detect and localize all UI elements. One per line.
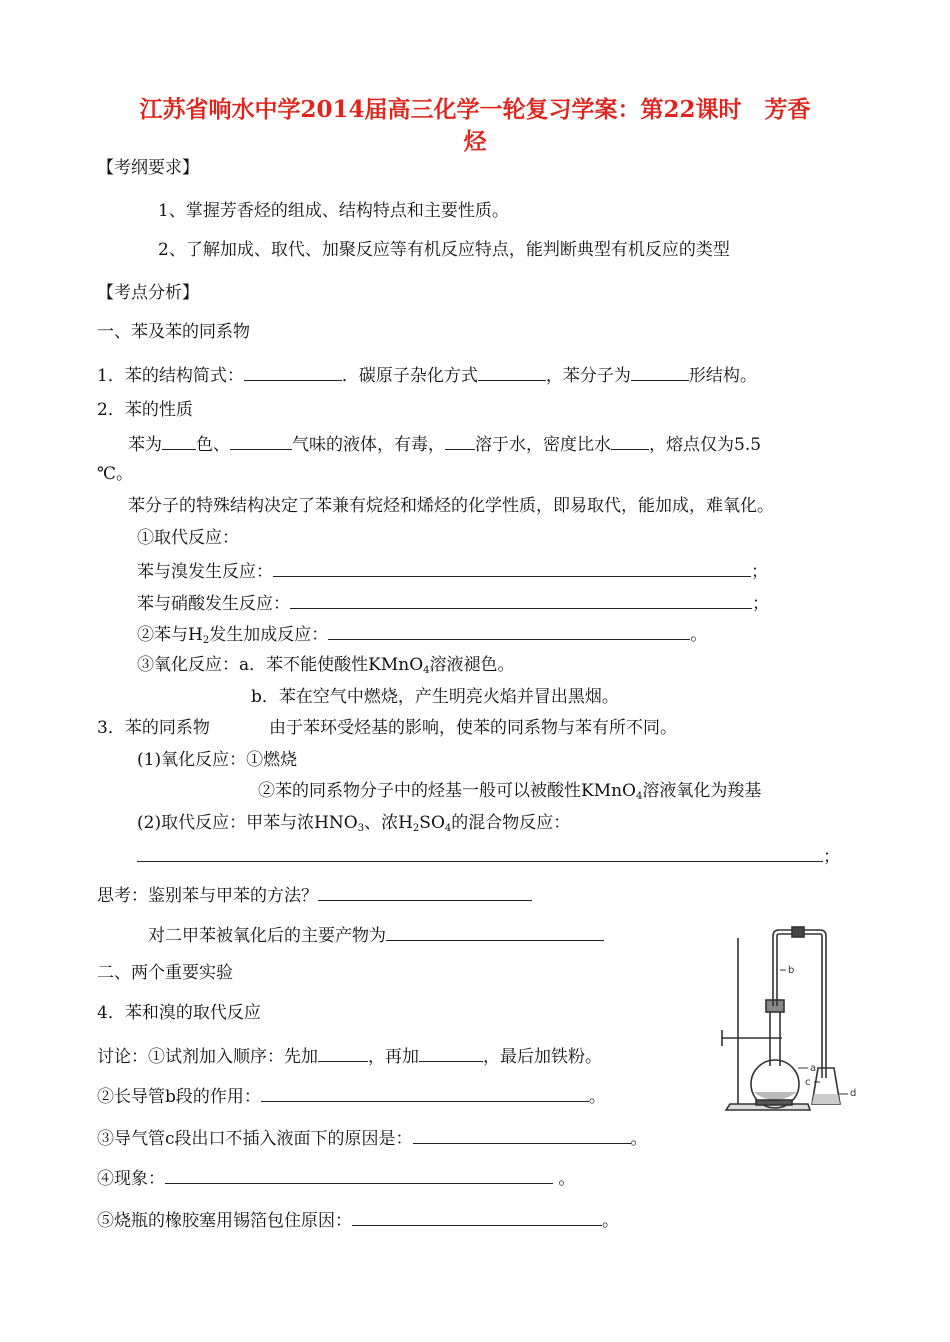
label-c: c	[805, 1077, 811, 1088]
bromine-reaction: 苯与溴发生反应： ；	[137, 558, 768, 584]
discussion-1: 讨论：①试剂加入顺序：先加 ，再加 ，最后加铁粉。	[97, 1043, 602, 1069]
flask-liquid	[753, 1092, 797, 1100]
answer-blank[interactable]	[328, 621, 690, 640]
answer-blank[interactable]	[230, 431, 292, 450]
answer-blank[interactable]	[445, 431, 475, 450]
answer-blank[interactable]	[165, 1165, 553, 1184]
syllabus-item-1: 1、掌握芳香烃的组成、结构特点和主要性质。	[158, 201, 509, 221]
question-2-title: 2．苯的性质	[97, 400, 193, 420]
answer-blank[interactable]	[611, 431, 649, 450]
homolog-oxidation-1: (1)氧化反应：①燃烧	[137, 750, 298, 770]
apparatus-figure	[712, 918, 872, 1118]
answer-blank[interactable]	[318, 1043, 368, 1062]
answer-blank[interactable]	[419, 1043, 483, 1062]
homolog-substitution: (2)取代反应：甲苯与浓$HNO_3$、浓$H_2SO_4$的混合物反应：	[137, 813, 571, 834]
discussion-5: ⑤烧瓶的橡胶塞用锡箔包住原因： 。	[97, 1207, 619, 1233]
label-a: a	[810, 1063, 817, 1074]
answer-blank[interactable]	[631, 362, 689, 381]
answer-blank[interactable]	[478, 362, 546, 381]
heater	[756, 1100, 792, 1105]
nitric-acid-reaction: 苯与硝酸发生反应： ；	[137, 590, 769, 616]
answer-blank[interactable]	[261, 1083, 589, 1102]
label-b: b	[788, 965, 795, 976]
label-d: d	[850, 1088, 857, 1099]
answer-blank[interactable]	[290, 590, 752, 609]
substitution-heading: ①取代反应：	[137, 528, 239, 548]
answer-blank[interactable]	[162, 431, 196, 450]
title-line-2: 烃	[463, 128, 487, 155]
homolog-oxidation-2: ②苯的同系物分子中的烃基一般可以被酸性KMnO$_4$溶液氧化为羧基	[258, 781, 762, 802]
question-2-properties: 苯为 色、 气味的液体，有毒， 溶于水，密度比水 ，熔点仅为5.5	[128, 431, 761, 457]
question-3-description: 由于苯环受烃基的影响，使苯的同系物与苯有所不同。	[269, 718, 677, 738]
answer-blank[interactable]	[413, 1125, 631, 1144]
melting-point-unit: ℃。	[97, 464, 134, 484]
answer-blank[interactable]	[273, 558, 751, 577]
benzene-special-structure: 苯分子的特殊结构决定了苯兼有烷烃和烯烃的化学性质，即易取代，能加成，难氧化。	[128, 496, 774, 516]
answer-blank[interactable]	[244, 362, 342, 381]
oxidation-b: b．苯在空气中燃烧，产生明亮火焰并冒出黑烟。	[251, 687, 619, 707]
section-2-title: 二、两个重要实验	[97, 963, 233, 983]
homolog-substitution-answer: ；	[137, 843, 840, 869]
discussion-3: ③导气管c段出口不插入液面下的原因是： 。	[97, 1125, 648, 1151]
oxidation-a: ③氧化反应：a．苯不能使酸性KMnO$_4$溶液褪色。	[137, 655, 515, 676]
document-title	[70, 94, 880, 158]
answer-blank[interactable]	[386, 922, 604, 941]
title-line-1: 江苏省响水中学2014届高三化学一轮复习学案：第22课时 芳香	[139, 96, 811, 123]
section-1-title: 一、苯及苯的同系物	[97, 322, 250, 342]
question-3-title: 3．苯的同系物	[97, 718, 210, 738]
discussion-2: ②长导管b段的作用： 。	[97, 1083, 606, 1109]
syllabus-heading: 【考纲要求】	[97, 158, 199, 178]
think-question-2: 对二甲苯被氧化后的主要产物为	[148, 922, 604, 948]
analysis-heading: 【考点分析】	[97, 283, 199, 303]
discussion-4: ④现象： 。	[97, 1165, 575, 1191]
think-question-1: 思考：鉴别苯与甲苯的方法？	[97, 882, 532, 908]
hydrogen-addition: ②苯与$H_2$发生加成反应： 。	[137, 621, 707, 647]
question-4-title: 4．苯和溴的取代反应	[97, 1003, 261, 1023]
rubber-stopper	[766, 1000, 784, 1012]
answer-blank[interactable]	[318, 882, 532, 901]
syllabus-item-2: 2、了解加成、取代、加聚反应等有机反应特点，能判断典型有机反应的类型	[158, 240, 730, 260]
answer-blank[interactable]	[352, 1207, 602, 1226]
question-1: 1．苯的结构简式： ．碳原子杂化方式 ，苯分子为 形结构。	[97, 362, 757, 388]
answer-blank[interactable]	[137, 843, 823, 862]
